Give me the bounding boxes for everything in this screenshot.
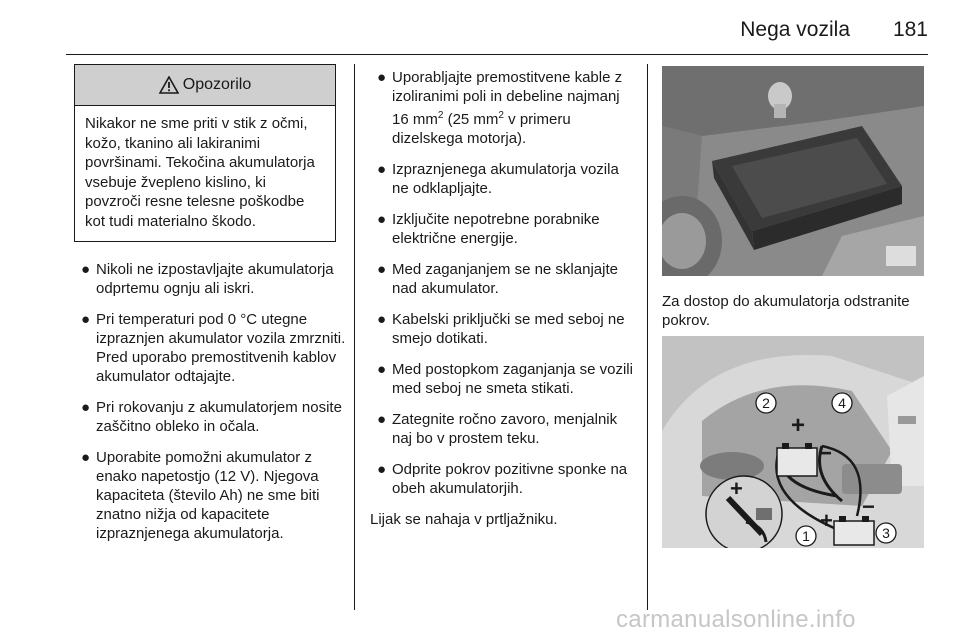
list-item: ● Izpraznjenega akumulatorja vozila ne odklapljajte. (377, 161, 619, 197)
warning-box (74, 64, 336, 242)
warning-header (75, 65, 335, 106)
list-item: ● Med postopkom zaganjanja se vozili med seboj ne smeta stikati. (377, 361, 633, 397)
diagram-label-1: 1 (802, 528, 810, 544)
minus-sign: − (862, 494, 875, 519)
battery-icon (834, 521, 874, 545)
bullet-list (74, 260, 354, 543)
column-divider (354, 64, 355, 610)
list-item: ● Uporabljajte premostitvene kable z izoliranimi poli in debeline najmanj 16 $mm^2$ (25 $mm^2$ v primeru dizelskega motorja). (377, 69, 623, 147)
column-divider (647, 64, 648, 610)
plus-sign: + (730, 476, 743, 501)
column-1 (74, 260, 354, 555)
list-item: ● Izključite nepotrebne porabnike električne energije. (377, 211, 600, 247)
battery-icon (777, 448, 817, 476)
list-item: ● Nikoli ne izpostavljajte akumulatorja odprtemu ognju ali iskri. (81, 261, 334, 297)
list-item: ● Kabelski priključki se med seboj ne smejo dotikati. (377, 311, 625, 347)
page-number: 181 (892, 18, 928, 41)
warning-text: Nikakor ne sme priti v stik z očmi, kožo, tkanino ali lakiranimi površinami. Tekočina akumulatorja vsebuje žvepleno kislino, ki povzroči resne telesne poškodbe kot tudi materialno škodo. (85, 115, 315, 230)
diagram-label-3: 3 (882, 525, 890, 541)
page-title: Nega vozila (740, 18, 850, 41)
list-item: ● Med zaganjanjem se ne sklanjajte nad akumulator. (377, 261, 618, 297)
list-item: ● Pri temperaturi pod 0 °C utegne izpraznjen akumulator vozila zmrzniti. Pred uporabo premostitvenih kablov akumulator odtajajte. (81, 311, 346, 385)
diagram-label-2: 2 (762, 395, 770, 411)
minus-sign: − (818, 440, 833, 467)
photo-caption: Za dostop do akumulatorja odstranite pokrov. (662, 293, 910, 329)
list-item: ● Odprite pokrov pozitivne sponke na obeh akumulatorjih. (377, 461, 628, 497)
plus-sign: + (820, 508, 833, 533)
diagram-label-4: 4 (838, 395, 846, 411)
jump-start-diagram (662, 336, 924, 548)
header-rule (66, 54, 928, 55)
list-item: ● Uporabite pomožni akumulator z enako napetostjo (12 V). Njegova kapaciteta (število Ah) ne sme biti znatno nižja od kapacitete izpraznjenega akumulatorja. (81, 449, 320, 542)
column-2 (370, 68, 635, 529)
paragraph: Lijak se nahaja v prtljažniku. (370, 511, 558, 528)
bullet-list (370, 68, 635, 498)
list-item: ● Zategnite ročno zavoro, menjalnik naj bo v prostem teku. (377, 411, 618, 447)
battery-cover-photo (662, 66, 924, 276)
watermark: carmanualsonline.info (616, 606, 856, 633)
plus-sign: + (791, 412, 806, 439)
warning-title: Opozorilo (182, 76, 252, 93)
list-item: ● Pri rokovanju z akumulatorjem nosite zaščitno obleko in očala. (81, 399, 342, 435)
warning-triangle-icon (159, 76, 179, 94)
